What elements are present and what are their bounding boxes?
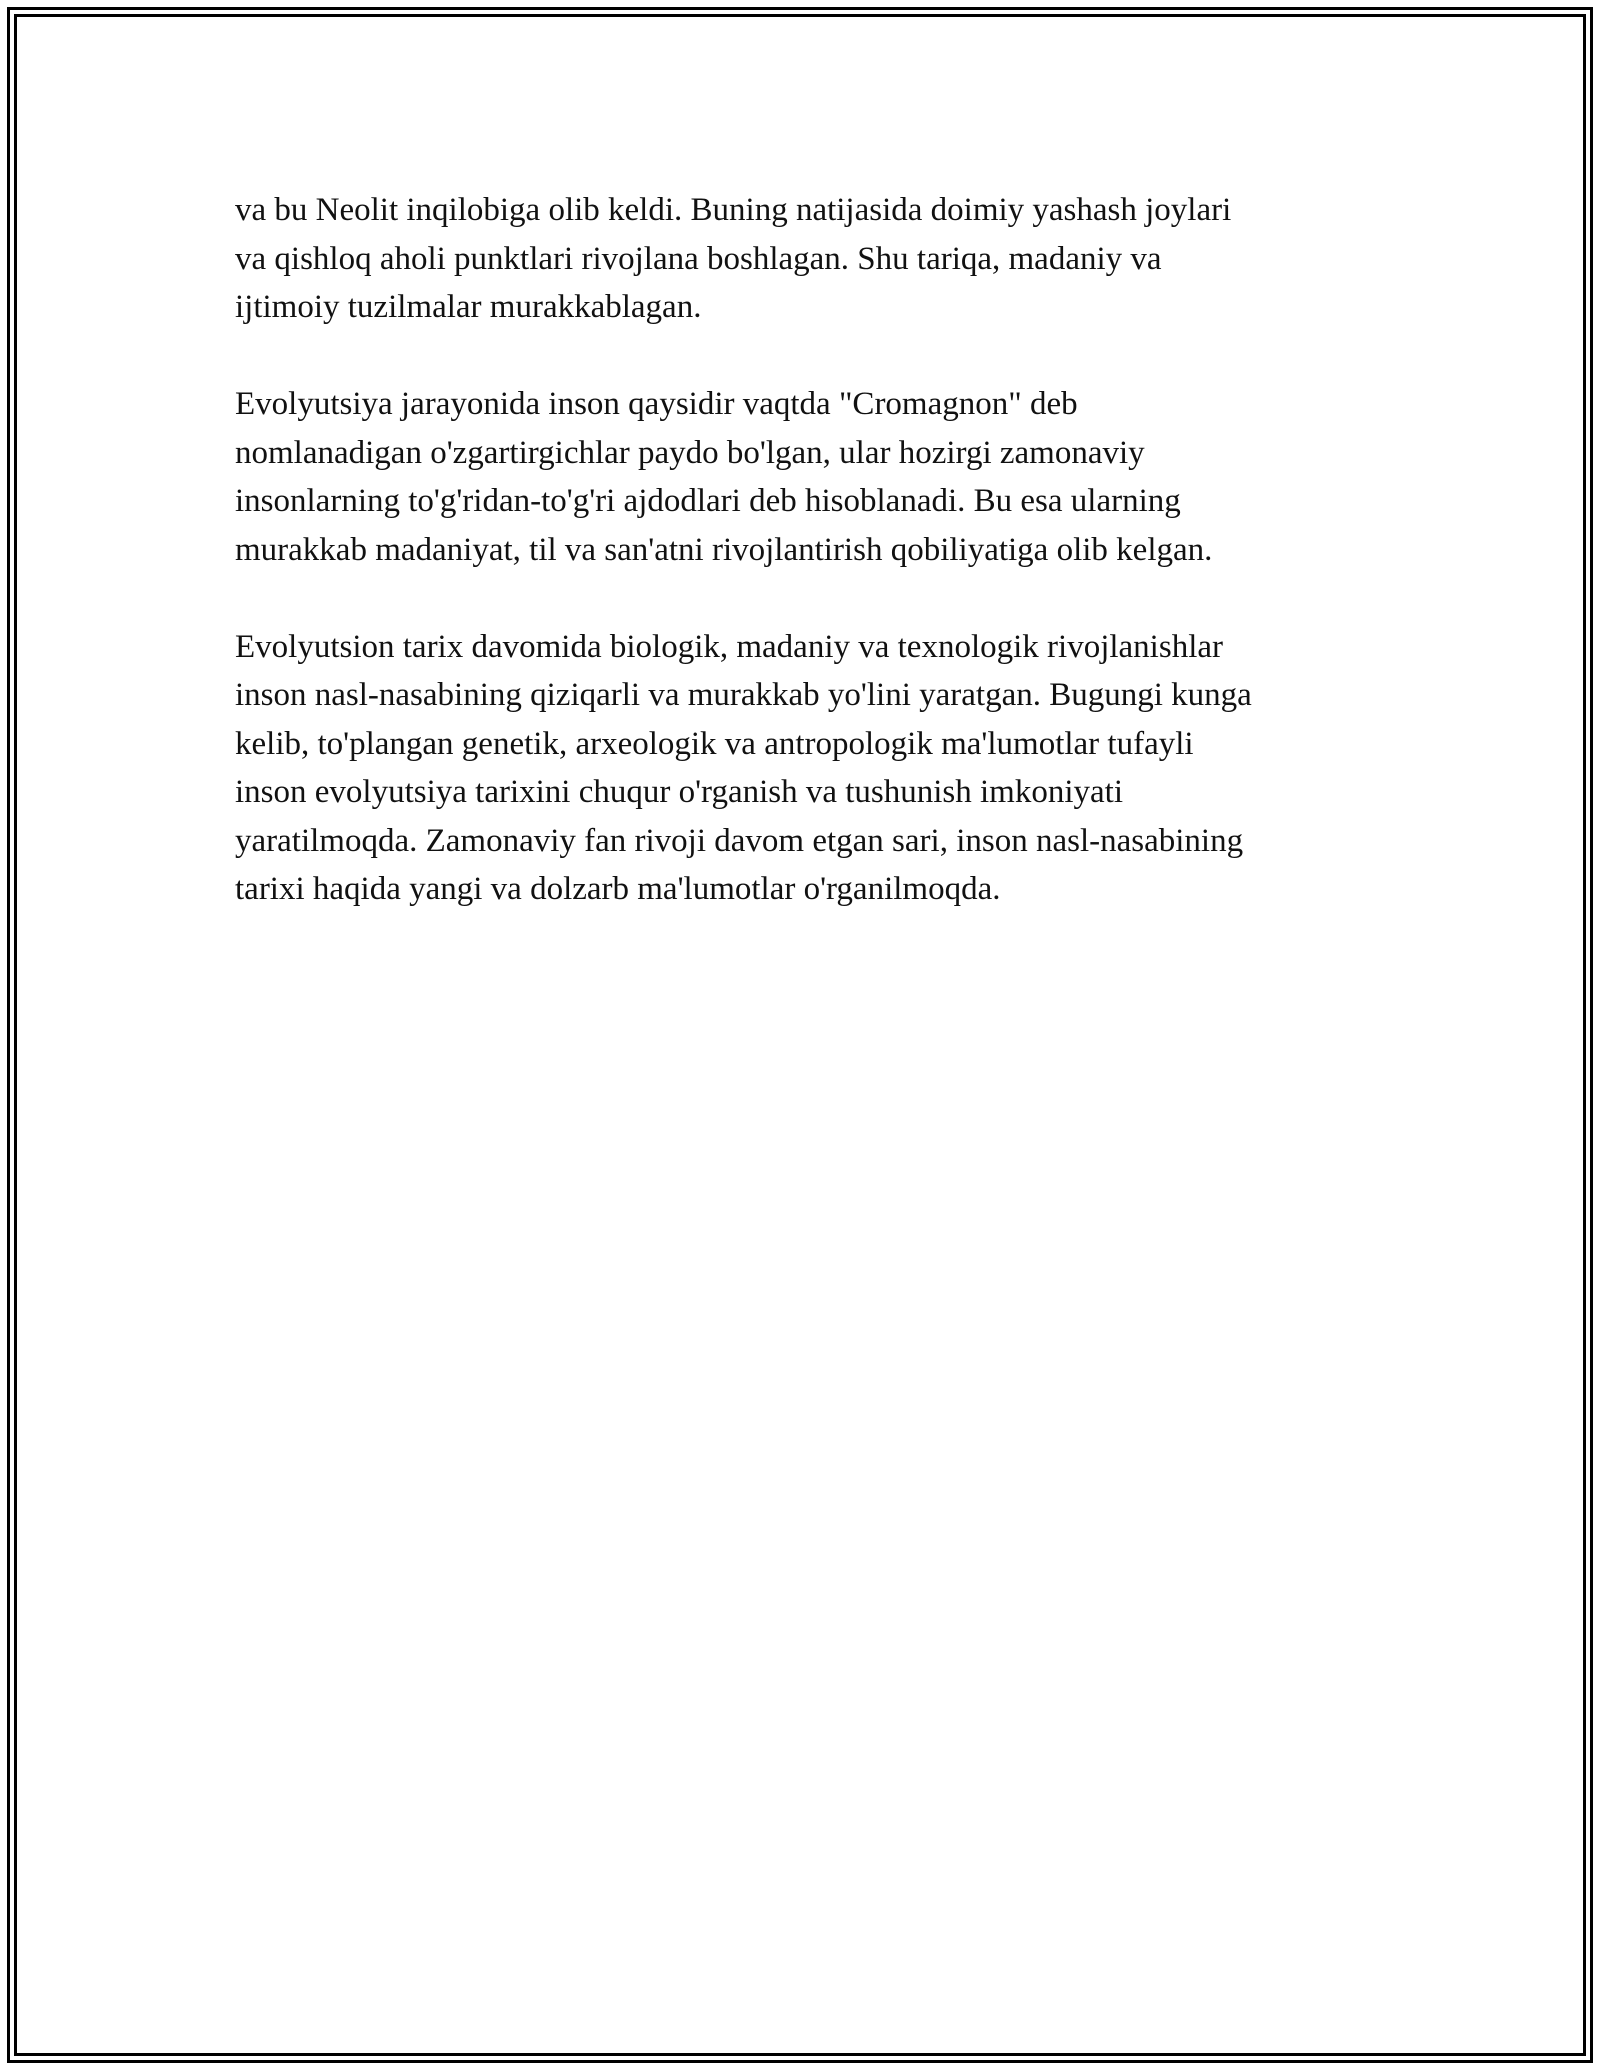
paragraph-evolution-history: Evolyutsion tarix davomida biologik, madaniy va texnologik rivojlanishlar inson nasl-nasabining qiziqarli va murakkab yo'lini yaratgan. Bugungi kunga kelib, to'plangan genetik, arxeologik va antropologik ma'lumotlar tufayli inson evolyutsiya tarixini chuqur o'rganish va tushunish imkoniyati yaratilmoqda. Zamonaviy fan rivoji davom etgan sari, inson nasl-nasabining tarixi haqida yangi va dolzarb ma'lumotlar o'rganilmoqda. xyxy=(235,628,1252,907)
paragraph-cromagnon: Evolyutsiya jarayonida inson qaysidir vaqtda "Cromagnon" deb nomlanadigan o'zgartirgichlar paydo bo'lgan, ular hozirgi zamonaviy insonlarning to'g'ridan-to'g'ri ajdodlari deb hisoblanadi. Bu esa ularning murakkab madaniyat, til va san'atni rivojlantirish qobiliyatiga olib kelgan. xyxy=(235,386,1213,568)
paragraph-neolithic: va bu Neolit inqilobiga olib keldi. Buning natijasida doimiy yashash joylari va qishloq aholi punktlari rivojlana boshlagan. Shu tariqa, madaniy va ijtimoiy tuzilmalar murakkablagan. xyxy=(235,192,1232,325)
document-body xyxy=(235,186,1385,962)
